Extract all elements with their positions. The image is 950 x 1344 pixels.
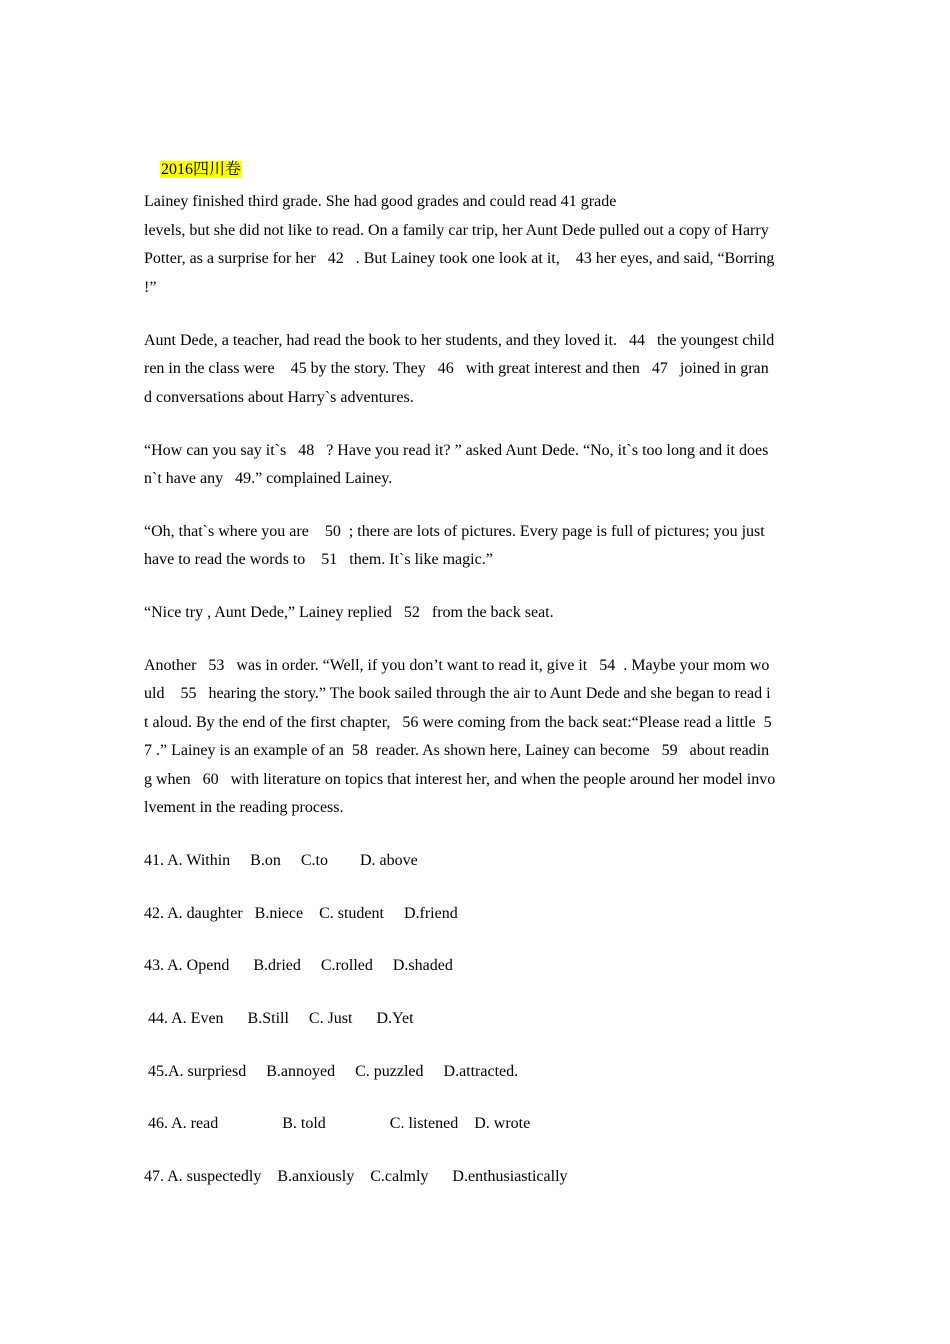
text-line: uld 55 hearing the story.” The book sailed through the air to Aunt Dede and she began to read i — [144, 685, 771, 702]
text-line: “Nice try , Aunt Dede,” Lainey replied 52 from the back seat. — [144, 604, 554, 621]
text-line: Potter, as a surprise for her 42 . But Lainey took one look at it, 43 her eyes, and said, “Borring — [144, 250, 775, 267]
text-line: lvement in the reading process. — [144, 799, 344, 816]
document-title — [144, 140, 242, 178]
option-line: 41. A. Within B.on C.to D. above — [144, 852, 418, 869]
text-line: Lainey finished third grade. She had good grades and could read 41 grade — [144, 193, 617, 210]
title-highlight: 2016四川卷 — [161, 161, 242, 178]
text-line: “Oh, that`s where you are 50 ; there are lots of pictures. Every page is full of pictures; you just — [144, 523, 765, 540]
text-line: !” — [144, 279, 157, 296]
option-line: 42. A. daughter B.niece C. student D.friend — [144, 905, 458, 922]
text-line: “How can you say it`s 48 ? Have you read it? ” asked Aunt Dede. “No, it`s too long and it does — [144, 442, 769, 459]
text-line: levels, but she did not like to read. On a family car trip, her Aunt Dede pulled out a copy of Harry — [144, 222, 769, 239]
text-line: Aunt Dede, a teacher, had read the book to her students, and they loved it. 44 the youngest child — [144, 332, 775, 349]
text-line: t aloud. By the end of the first chapter, 56 were coming from the back seat:“Please read a little 5 — [144, 714, 772, 731]
text-line: d conversations about Harry`s adventures. — [144, 389, 414, 406]
option-line: 43. A. Opend B.dried C.rolled D.shaded — [144, 957, 453, 974]
text-line: 7 .” Lainey is an example of an 58 reader. As shown here, Lainey can become 59 about readin — [144, 742, 770, 759]
text-line: have to read the words to 51 them. It`s like magic.” — [144, 551, 493, 568]
text-line: n`t have any 49.” complained Lainey. — [144, 470, 393, 487]
option-line: 46. A. read B. told C. listened D. wrote — [144, 1115, 531, 1132]
text-line: Another 53 was in order. “Well, if you don’t want to read it, give it 54 . Maybe your mom wo — [144, 657, 770, 674]
option-line: 45.A. surpriesd B.annoyed C. puzzled D.attracted. — [144, 1063, 519, 1080]
option-line: 47. A. suspectedly B.anxiously C.calmly D.enthusiastically — [144, 1168, 568, 1185]
text-line: g when 60 with literature on topics that interest her, and when the people around her model invo — [144, 771, 776, 788]
text-line: ren in the class were 45 by the story. They 46 with great interest and then 47 joined in gran — [144, 360, 769, 377]
option-line: 44. A. Even B.Still C. Just D.Yet — [144, 1010, 414, 1027]
